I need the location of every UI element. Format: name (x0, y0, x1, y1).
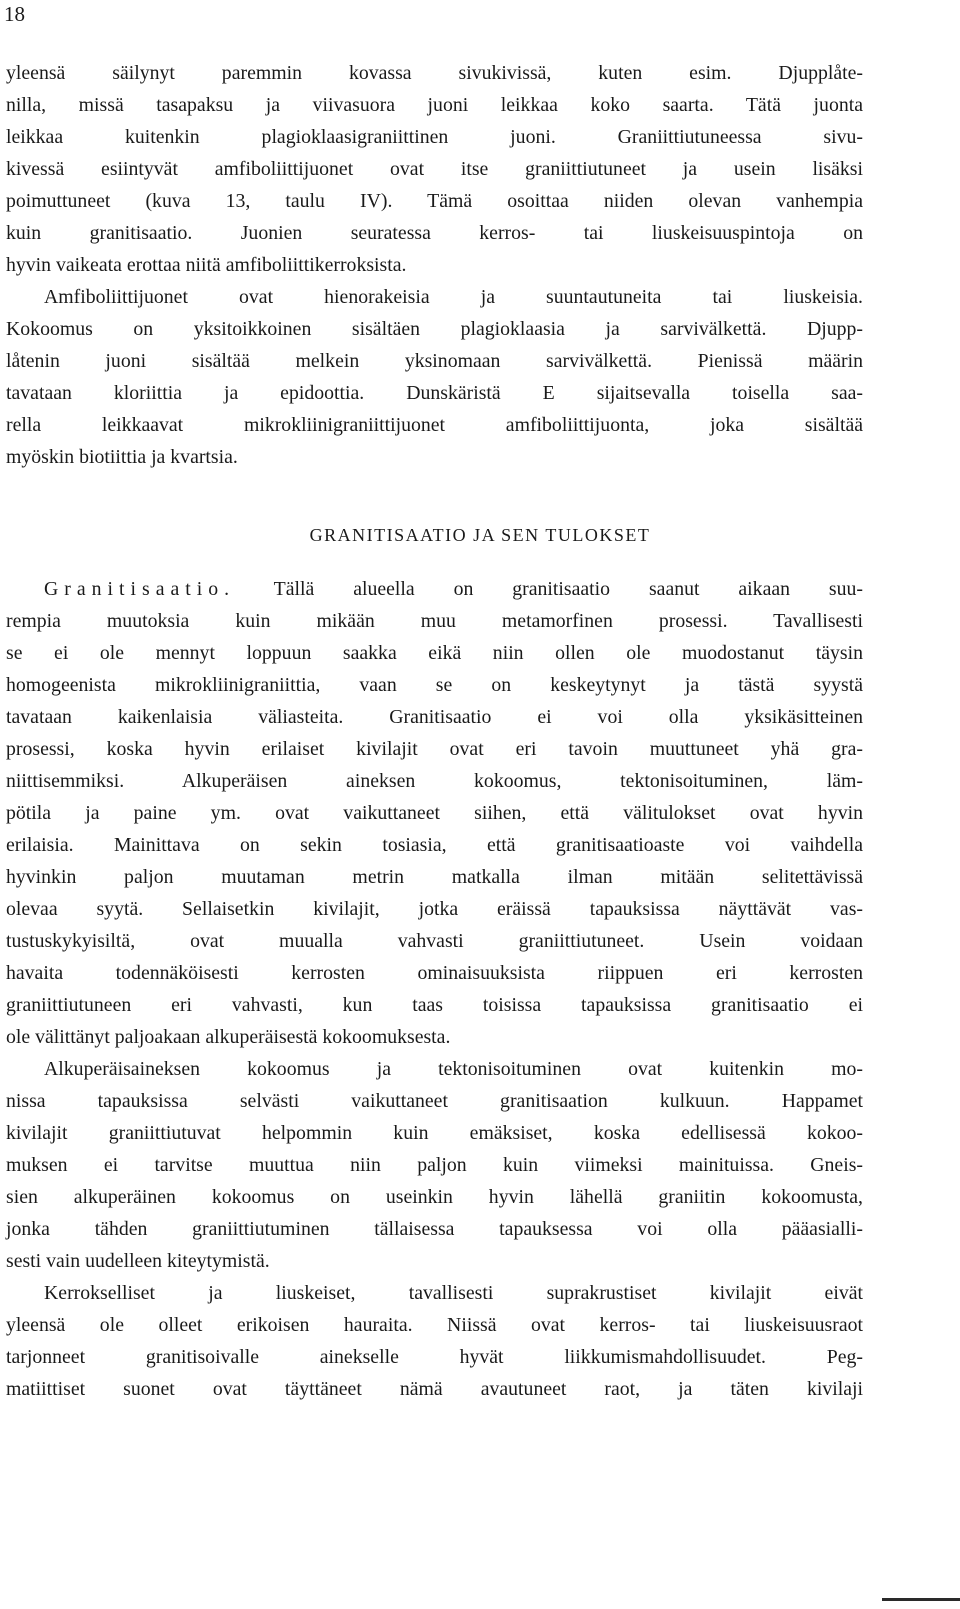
text-line: hyvin vaikeata erottaa niitä amfiboliittikerroksista. (6, 254, 407, 276)
paragraph-block-amphibolite (6, 57, 863, 473)
text-line: kivilajit graniittiutuvat helpommin kuin emäksiset, koska edellisessä kokoo- (6, 1122, 863, 1144)
text-line-rest: Tällä alueella on granitisaatio saanut aikaan suu- (273, 578, 863, 600)
text-line: Alkuperäisaineksen kokoomus ja tektonisoituminen ovat kuitenkin mo- (44, 1058, 863, 1080)
text-line: yleensä ole olleet erikoisen hauraita. Niissä ovat kerros- tai liuskeisuusraot (6, 1314, 863, 1336)
text-line: pötila ja paine ym. ovat vaikuttaneet siihen, että välitulokset ovat hyvin (6, 802, 863, 824)
text-line: poimuttuneet (kuva 13, taulu IV). Tämä osoittaa niiden olevan vanhempia (6, 190, 863, 212)
text-line: jonka tähden graniittiutuminen tällaisessa tapauksessa voi olla pääasialli- (6, 1218, 863, 1240)
text-line: hyvinkin paljon muutaman metrin matkalla ilman mitään selitettävissä (6, 866, 863, 888)
text-line (6, 573, 863, 605)
text-line: muksen ei tarvitse muuttua niin paljon kuin viimeksi mainituissa. Gneis- (6, 1154, 863, 1176)
text-line: tavataan kaikenlaisia väliasteita. Granitisaatio ei voi olla yksikäsitteinen (6, 706, 863, 728)
section-heading: GRANITISAATIO JA SEN TULOKSET (309, 525, 651, 545)
text-line: graniittiutuneen eri vahvasti, kun taas toisissa tapauksissa granitisaatio ei (6, 994, 863, 1016)
text-line: låtenin juoni sisältää melkein yksinomaan sarvivälkettä. Pienissä määrin (6, 350, 863, 372)
text-line: prosessi, koska hyvin erilaiset kivilajit ovat eri tavoin muuttuneet yhä gra- (6, 738, 863, 760)
text-line: sien alkuperäinen kokoomus on useinkin hyvin lähellä graniitin kokoomusta, (6, 1186, 863, 1208)
text-line: kuin granitisaatio. Juonien seuratessa kerros- tai liuskeisuuspintoja on (6, 222, 863, 244)
text-line: Kokoomus on yksitoikkoinen sisältäen plagioklaasia ja sarvivälkettä. Djupp- (6, 318, 863, 340)
text-line: tustuskykyisiltä, ovat muualla vahvasti graniittiutuneet. Usein voidaan (6, 930, 863, 952)
text-line: olevaa syytä. Sellaisetkin kivilajit, jotka eräissä tapauksissa näyttävät vas- (6, 898, 863, 920)
text-line: nilla, missä tasapaksu ja viivasuora juoni leikkaa koko saarta. Tätä juonta (6, 94, 863, 116)
page-number: 18 (4, 2, 25, 26)
text-line: Amfiboliittijuonet ovat hienorakeisia ja suuntautuneita tai liuskeisia. (44, 286, 863, 308)
text-line: myöskin biotiittia ja kvartsia. (6, 446, 238, 468)
text-line: nissa tapauksissa selvästi vaikuttaneet granitisaation kulkuun. Happamet (6, 1090, 863, 1112)
text-line: erilaisia. Mainittava on sekin tosiasia, että granitisaatioaste voi vaihdella (6, 834, 863, 856)
run-in-heading: Granitisaatio. (44, 578, 236, 600)
text-line: homogeenista mikrokliinigraniittia, vaan se on keskeytynyt ja tästä syystä (6, 674, 863, 696)
text-line: havaita todennäköisesti kerrosten ominaisuuksista riippuen eri kerrosten (6, 962, 863, 984)
text-line: Kerrokselliset ja liuskeiset, tavallisesti suprakrustiset kivilajit eivät (44, 1282, 863, 1304)
text-line: rempia muutoksia kuin mikään muu metamorfinen prosessi. Tavallisesti (6, 610, 863, 632)
text-line: ole välittänyt paljoakaan alkuperäisestä kokoomuksesta. (6, 1026, 451, 1048)
text-line: tarjonneet granitisoivalle ainekselle hyvät liikkumismahdollisuudet. Peg- (6, 1346, 863, 1368)
text-line: niittisemmiksi. Alkuperäisen aineksen kokoomus, tektonisoituminen, läm- (6, 770, 863, 792)
text-line: tavataan kloriittia ja epidoottia. Dunskäristä E sijaitsevalla toisella saa- (6, 382, 863, 404)
text-line: kivessä esiintyvät amfiboliittijuonet ovat itse graniittiutuneet ja usein lisäksi (6, 158, 863, 180)
text-line: rella leikkaavat mikrokliinigraniittijuonet amfiboliittijuonta, joka sisältää (6, 414, 863, 436)
paragraph-block-granitisation (6, 573, 863, 1405)
page-edge-mark (882, 1598, 960, 1601)
text-line: matiittiset suonet ovat täyttäneet nämä avautuneet raot, ja täten kivilaji (6, 1378, 863, 1400)
text-line: leikkaa kuitenkin plagioklaasigraniittinen juoni. Graniittiutuneessa sivu- (6, 126, 863, 148)
text-line: yleensä säilynyt paremmin kovassa sivukivissä, kuten esim. Djupplåte- (6, 62, 863, 84)
text-line: sesti vain uudelleen kiteytymistä. (6, 1250, 270, 1272)
text-line: se ei ole mennyt loppuun saakka eikä niin ollen ole muodostanut täysin (6, 642, 863, 664)
